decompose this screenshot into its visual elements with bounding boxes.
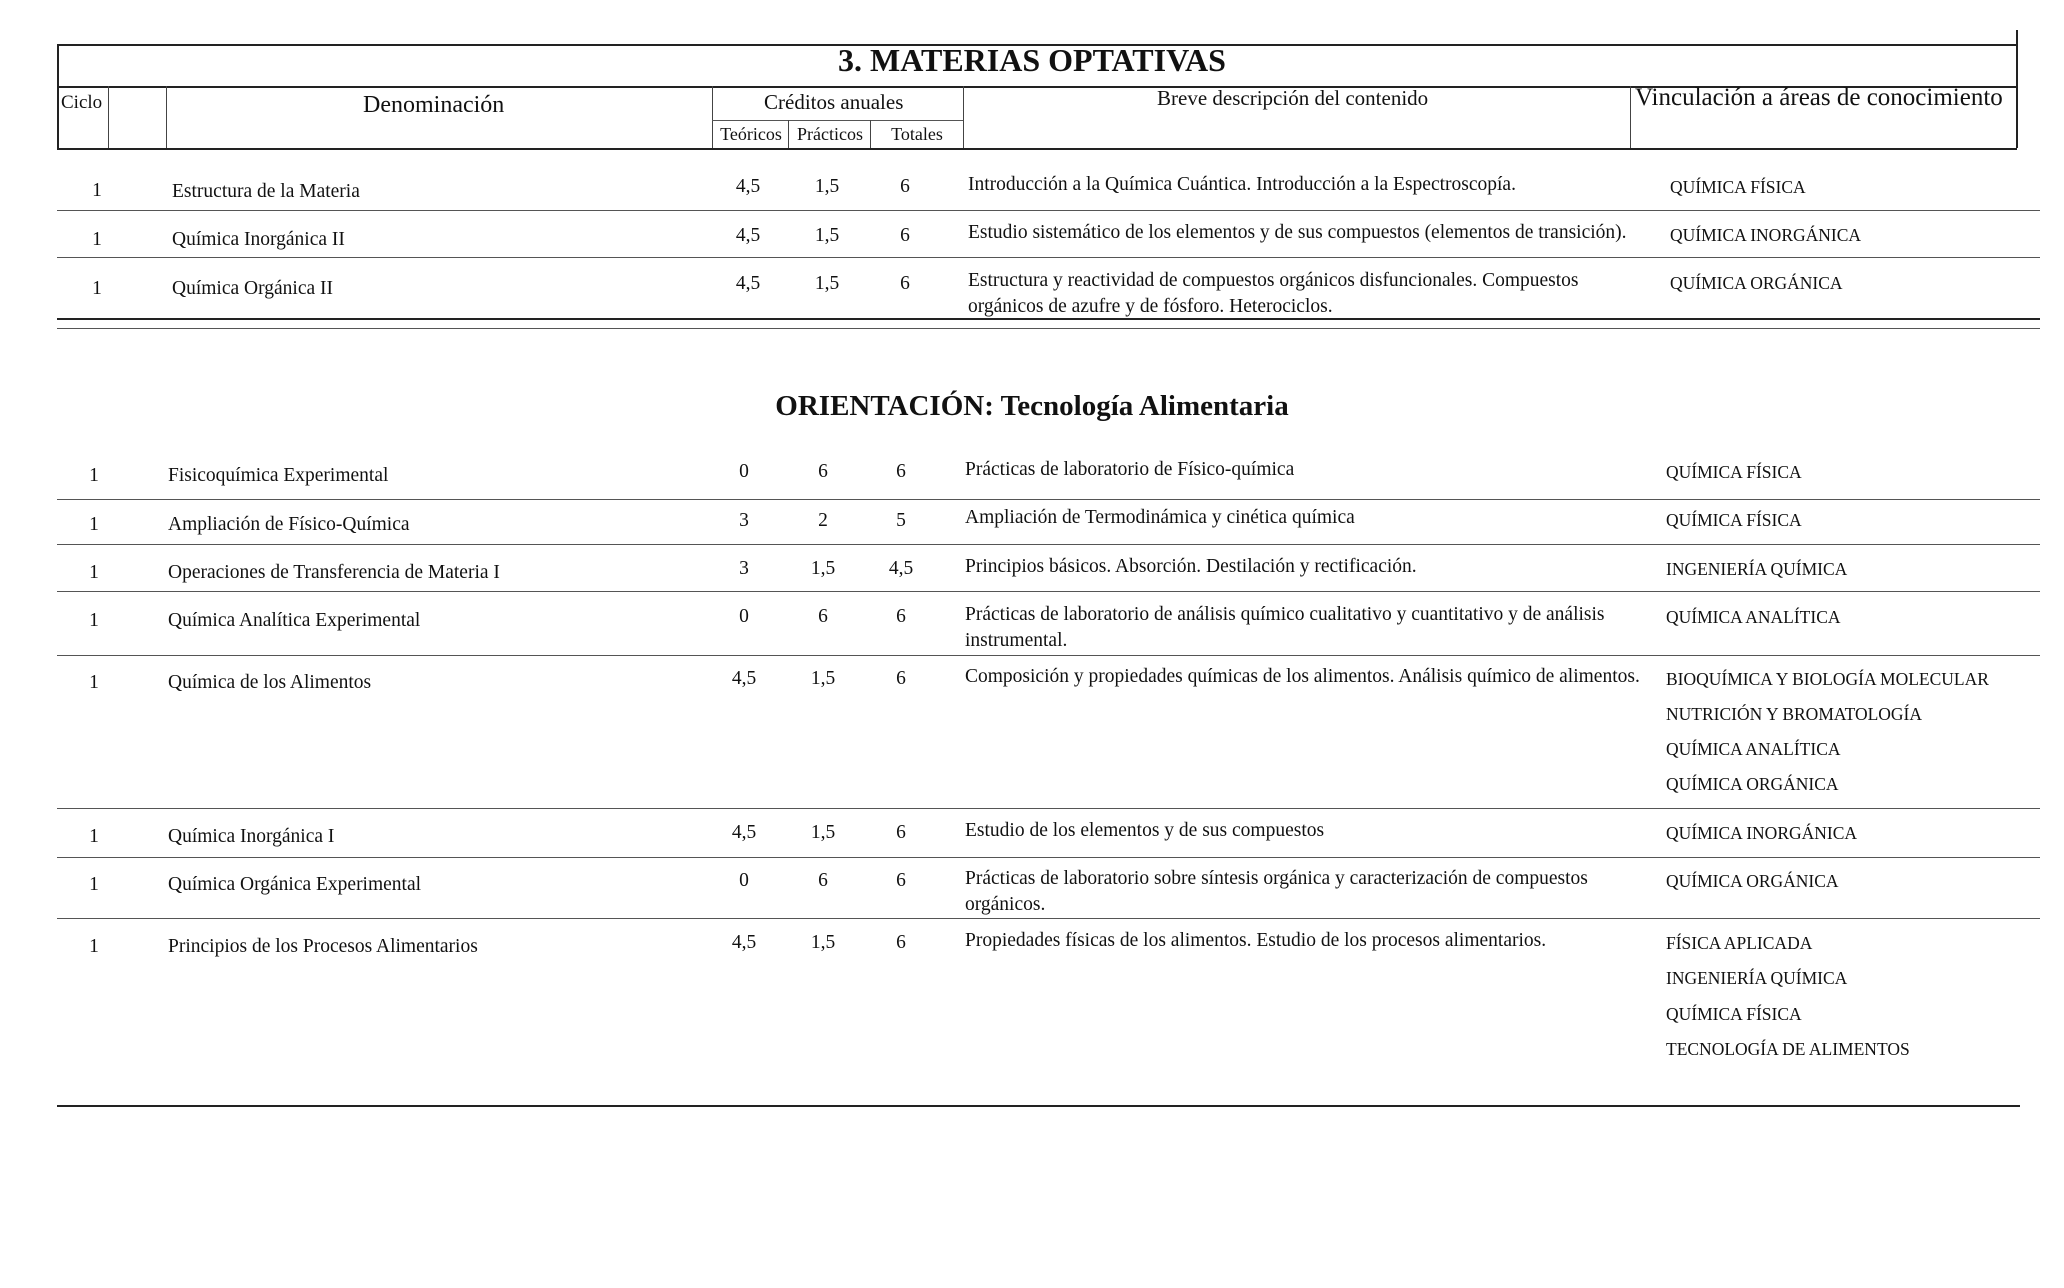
g2-row-divider-4 xyxy=(57,655,2040,656)
g2-row5-area-2: QUÍMICA ANALÍTICA xyxy=(1666,739,1841,759)
divider-descripcion xyxy=(1630,86,1631,148)
g2-row7-area-0: QUÍMICA ORGÁNICA xyxy=(1666,871,1839,891)
g2-row4-desc: Prácticas de laboratorio de análisis químico cualitativo y cuantitativo y de análisis instrumental. xyxy=(965,604,1605,651)
g1-row-divider-2 xyxy=(57,257,2040,258)
g2-row4-area-0: QUÍMICA ANALÍTICA xyxy=(1666,607,1841,627)
col-header-denominacion: Denominación xyxy=(363,92,505,118)
g1-row1-pra: 1,5 xyxy=(814,176,840,197)
g2-row8-pra: 1,5 xyxy=(810,932,836,953)
g2-row4-teo: 0 xyxy=(739,606,749,627)
g1-row1-ciclo: 1 xyxy=(92,180,102,201)
g1-row2-tot: 6 xyxy=(900,225,910,246)
g2-row4-tot: 6 xyxy=(896,606,906,627)
g2-row1-ciclo: 1 xyxy=(89,465,99,486)
g1-row2-area-0: QUÍMICA INORGÁNICA xyxy=(1670,225,1862,245)
g2-row2-ciclo: 1 xyxy=(89,514,99,535)
g2-row4-ciclo: 1 xyxy=(89,610,99,631)
g2-row3-area-0: INGENIERÍA QUÍMICA xyxy=(1666,559,1848,579)
g2-row2-teo: 3 xyxy=(739,510,749,531)
g1-row3-name: Química Orgánica II xyxy=(172,278,333,299)
col-header-descripcion: Breve descripción del contenido xyxy=(1157,86,1429,110)
g2-row1-teo: 0 xyxy=(739,461,749,482)
divider-practicos xyxy=(870,120,871,148)
g2-row6-ciclo: 1 xyxy=(89,826,99,847)
g2-row2-desc: Ampliación de Termodinámica y cinética química xyxy=(965,507,1355,528)
g1-row1-desc: Introducción a la Química Cuántica. Introducción a la Espectroscopía. xyxy=(968,174,1516,195)
g2-row7-name: Química Orgánica Experimental xyxy=(168,874,422,895)
g2-row1-pra: 6 xyxy=(818,461,828,482)
divider-blank xyxy=(166,86,167,148)
g2-row-divider-5 xyxy=(57,808,2040,809)
col-header-creditos: Créditos anuales xyxy=(764,90,904,114)
g2-row1-tot: 6 xyxy=(896,461,906,482)
g2-row5-pra: 1,5 xyxy=(810,668,836,689)
g2-row5-area-3: QUÍMICA ORGÁNICA xyxy=(1666,774,1839,794)
g2-row2-tot: 5 xyxy=(896,510,906,531)
g2-row3-pra: 1,5 xyxy=(810,558,836,579)
g2-row3-ciclo: 1 xyxy=(89,562,99,583)
g2-row1-area-0: QUÍMICA FÍSICA xyxy=(1666,462,1802,482)
g2-row2-name: Ampliación de Físico-Química xyxy=(168,514,410,535)
g2-row8-teo: 4,5 xyxy=(731,932,757,953)
g2-row-divider-6 xyxy=(57,857,2040,858)
g2-row8-area-3: TECNOLOGÍA DE ALIMENTOS xyxy=(1666,1039,1910,1059)
g2-row-divider-1 xyxy=(57,499,2040,500)
g2-row6-area-0: QUÍMICA INORGÁNICA xyxy=(1666,823,1858,843)
g1-row2-desc: Estudio sistemático de los elementos y de sus compuestos (elementos de transición). xyxy=(968,222,1627,243)
g1-row3-pra: 1,5 xyxy=(814,273,840,294)
g2-row5-teo: 4,5 xyxy=(731,668,757,689)
g1-row1-name: Estructura de la Materia xyxy=(172,181,360,202)
g1-row3-tot: 6 xyxy=(900,273,910,294)
divider-creditos xyxy=(963,86,964,148)
g2-row7-pra: 6 xyxy=(818,870,828,891)
g2-row4-name: Química Analítica Experimental xyxy=(168,610,421,631)
g2-row5-name: Química de los Alimentos xyxy=(168,672,372,693)
g2-row6-pra: 1,5 xyxy=(810,822,836,843)
g2-row1-name: Fisicoquímica Experimental xyxy=(168,465,389,486)
g2-row8-area-1: INGENIERÍA QUÍMICA xyxy=(1666,968,1848,988)
g2-row1-desc: Prácticas de laboratorio de Físico-química xyxy=(965,459,1295,480)
g1-row3-teo: 4,5 xyxy=(735,273,761,294)
g2-row5-area-0: BIOQUÍMICA Y BIOLOGÍA MOLECULAR xyxy=(1666,669,1989,689)
g2-row5-tot: 6 xyxy=(896,668,906,689)
g1-bottom-border-double xyxy=(57,328,2040,329)
creditos-sub-border xyxy=(712,120,963,121)
g1-row2-pra: 1,5 xyxy=(814,225,840,246)
g2-row8-name: Principios de los Procesos Alimentarios xyxy=(168,936,478,957)
header-bottom-border xyxy=(57,148,2017,150)
g2-row-divider-7 xyxy=(57,918,2040,919)
divider-denominacion xyxy=(712,86,713,148)
col-header-totales: Totales xyxy=(891,124,943,144)
col-header-practicos: Prácticos xyxy=(797,124,863,144)
g2-row8-ciclo: 1 xyxy=(89,936,99,957)
g2-row3-name: Operaciones de Transferencia de Materia I xyxy=(168,562,500,583)
section-title: 3. MATERIAS OPTATIVAS xyxy=(838,42,1226,78)
g2-row8-area-2: QUÍMICA FÍSICA xyxy=(1666,1004,1802,1024)
g2-row2-area-0: QUÍMICA FÍSICA xyxy=(1666,510,1802,530)
g2-row7-teo: 0 xyxy=(739,870,749,891)
g1-row3-ciclo: 1 xyxy=(92,278,102,299)
g1-row1-teo: 4,5 xyxy=(735,176,761,197)
g2-row8-tot: 6 xyxy=(896,932,906,953)
g1-row2-ciclo: 1 xyxy=(92,229,102,250)
g2-row5-ciclo: 1 xyxy=(89,672,99,693)
g1-row3-desc: Estructura y reactividad de compuestos orgánicos disfuncionales. Compuestos orgánicos de azufre y de fósforo. Heterociclos. xyxy=(968,270,1579,317)
divider-teoricos xyxy=(788,120,789,148)
g2-row6-name: Química Inorgánica I xyxy=(168,826,335,847)
g2-row2-pra: 2 xyxy=(818,510,828,531)
g1-row3-area-0: QUÍMICA ORGÁNICA xyxy=(1670,273,1843,293)
col-header-teoricos: Teóricos xyxy=(720,124,782,144)
g2-bottom-border xyxy=(57,1105,2020,1107)
g2-row3-desc: Principios básicos. Absorción. Destilación y rectificación. xyxy=(965,556,1417,577)
divider-ciclo xyxy=(108,86,109,148)
g2-row6-teo: 4,5 xyxy=(731,822,757,843)
g2-row7-ciclo: 1 xyxy=(89,874,99,895)
g2-row3-tot: 4,5 xyxy=(888,558,914,579)
g2-row6-desc: Estudio de los elementos y de sus compuestos xyxy=(965,820,1325,841)
g1-row2-teo: 4,5 xyxy=(735,225,761,246)
g1-row-divider-1 xyxy=(57,210,2040,211)
g2-row6-tot: 6 xyxy=(896,822,906,843)
g2-row7-desc: Prácticas de laboratorio sobre síntesis orgánica y caracterización de compuestos orgánicos. xyxy=(965,868,1588,915)
g1-bottom-border xyxy=(57,318,2040,320)
g2-row7-tot: 6 xyxy=(896,870,906,891)
g2-row8-area-0: FÍSICA APLICADA xyxy=(1666,933,1813,953)
g1-row1-tot: 6 xyxy=(900,176,910,197)
g2-row-divider-3 xyxy=(57,591,2040,592)
g1-row1-area-0: QUÍMICA FÍSICA xyxy=(1670,177,1806,197)
g2-row3-teo: 3 xyxy=(739,558,749,579)
col-header-ciclo: Ciclo xyxy=(61,92,103,113)
g2-row4-pra: 6 xyxy=(818,606,828,627)
g2-row5-desc: Composición y propiedades químicas de los alimentos. Análisis químico de alimentos. xyxy=(965,666,1640,687)
g2-row8-desc: Propiedades físicas de los alimentos. Estudio de los procesos alimentarios. xyxy=(965,930,1547,951)
g2-row5-area-1: NUTRICIÓN Y BROMATOLOGÍA xyxy=(1666,704,1923,724)
g1-row2-name: Química Inorgánica II xyxy=(172,229,345,250)
orientation-title: ORIENTACIÓN: Tecnología Alimentaria xyxy=(775,390,1289,422)
g2-row-divider-2 xyxy=(57,544,2040,545)
col-header-vinculacion: Vinculación a áreas de conocimiento xyxy=(1635,84,2003,111)
